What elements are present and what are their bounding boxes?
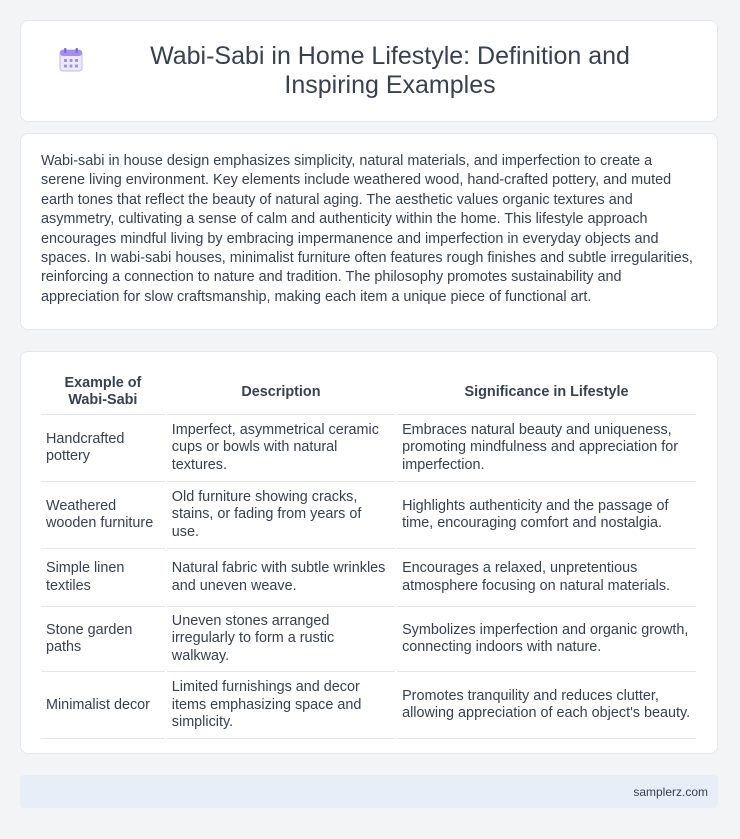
cell-significance: Highlights authenticity and the passage of time, encouraging comfort and nostalgia. (397, 482, 696, 549)
cell-description: Limited furnishings and decor items emphasizing space and simplicity. (167, 672, 395, 739)
header-significance: Significance in Lifestyle (397, 370, 696, 415)
table-row (41, 549, 696, 607)
header-example: Example of Wabi-Sabi (41, 370, 165, 415)
intro-paragraph: Wabi-sabi in house design emphasizes simplicity, natural materials, and imperfection to create a serene living environment. Key elements include weathered wood, hand-crafted pottery, and muted earth tones that reflect the beauty of natural aging. The aesthetic values organic textures and asymmetry, cultivating a sense of calm and authenticity within the home. This lifestyle approach encourages mindful living by embracing impermanence and imperfection in everyday objects and spaces. In wabi-sabi houses, minimalist furniture often features rough finishes and subtle irregularities, reinforcing a connection to nature and tradition. The philosophy promotes sustainability and appreciation for slow craftsmanship, making each item a unique piece of functional art. (41, 153, 693, 305)
cell-example: Simple linen textiles (41, 549, 165, 607)
page-title: Wabi-Sabi in Home Lifestyle: Definition and Inspiring Examples (150, 42, 630, 99)
source-link[interactable]: samplerz.com (633, 784, 708, 799)
cell-example: Stone garden paths (41, 607, 165, 672)
table-row (41, 482, 696, 549)
cell-example: Minimalist decor (41, 672, 165, 739)
cell-description: Old furniture showing cracks, stains, or fading from years of use. (167, 482, 395, 549)
footer-bar (20, 775, 718, 808)
table-header-row (41, 370, 696, 415)
table-row (41, 607, 696, 672)
cell-description: Imperfect, asymmetrical ceramic cups or bowls with natural textures. (167, 415, 395, 482)
table-card (20, 351, 718, 754)
intro-card (20, 133, 718, 330)
table-row (41, 672, 696, 739)
cell-example: Weathered wooden furniture (41, 482, 165, 549)
cell-significance: Embraces natural beauty and uniqueness, promoting mindfulness and appreciation for imperfection. (397, 415, 696, 482)
title-row (28, 42, 710, 100)
examples-table (39, 370, 698, 739)
cell-description: Uneven stones arranged irregularly to form a rustic walkway. (167, 607, 395, 672)
calendar-icon (58, 47, 84, 73)
table-row (41, 415, 696, 482)
cell-significance: Promotes tranquility and reduces clutter, allowing appreciation of each object's beauty. (397, 672, 696, 739)
title-card (20, 20, 718, 122)
cell-example: Handcrafted pottery (41, 415, 165, 482)
cell-significance: Encourages a relaxed, unpretentious atmosphere focusing on natural materials. (397, 549, 696, 607)
cell-description: Natural fabric with subtle wrinkles and uneven weave. (167, 549, 395, 607)
cell-significance: Symbolizes imperfection and organic growth, connecting indoors with nature. (397, 607, 696, 672)
header-description: Description (167, 370, 395, 415)
